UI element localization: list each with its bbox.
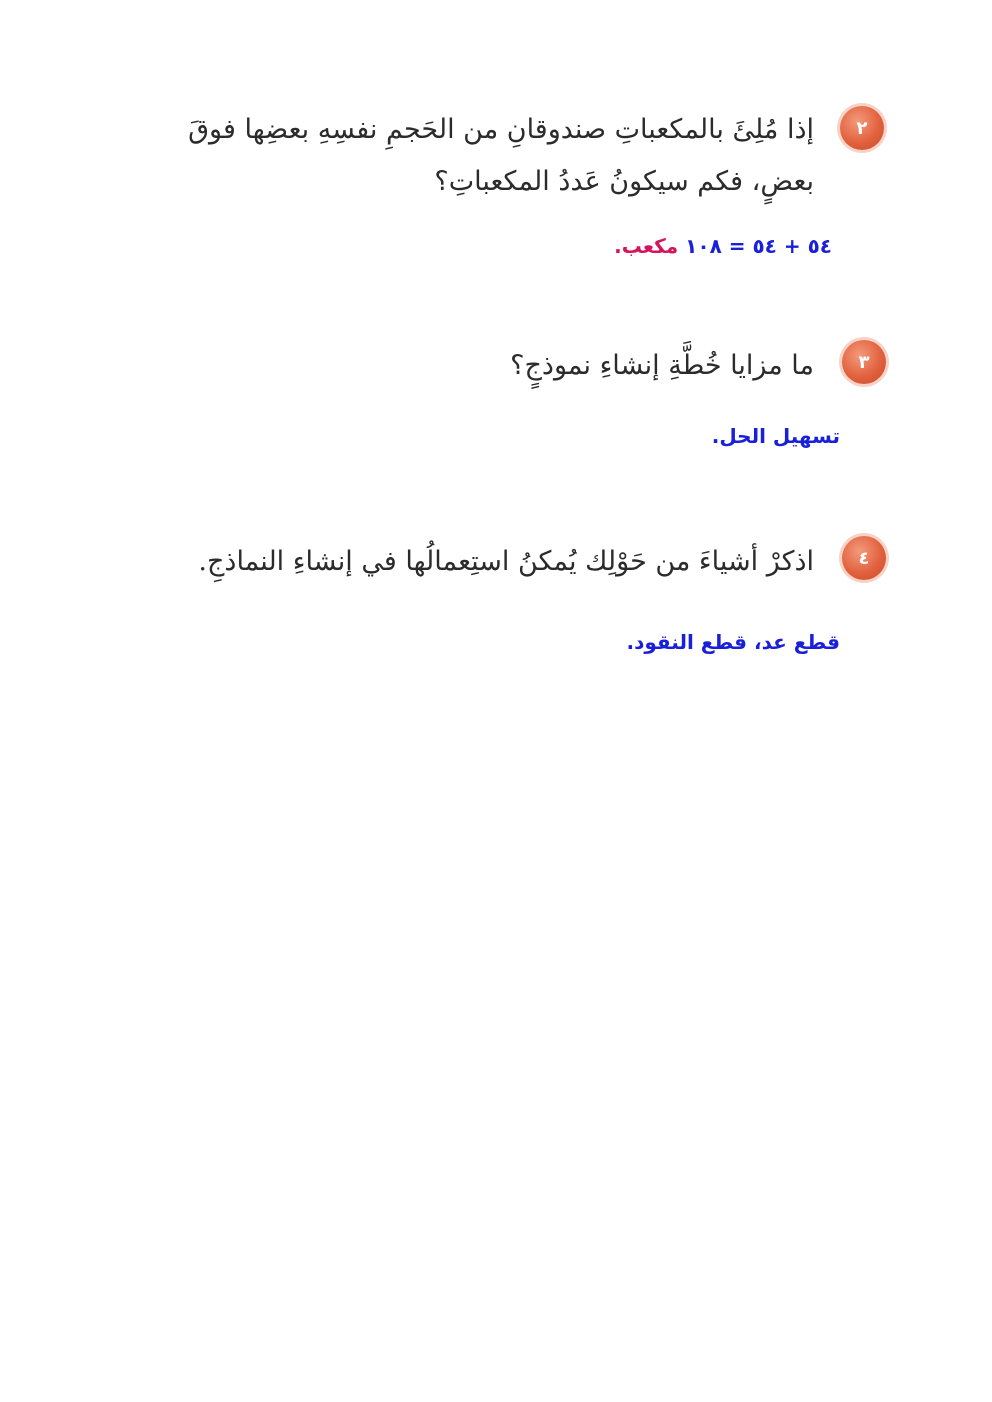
answer-text: قطع عد، قطع النقود. xyxy=(626,630,840,654)
question-number: ٤ xyxy=(858,547,870,569)
question-number-badge xyxy=(842,536,886,580)
question-number: ٣ xyxy=(858,351,870,373)
answer-equation-unit: مكعب. xyxy=(614,234,679,258)
question-text: ما مزايا خُطَّةِ إنشاءِ نموذجٍ؟ xyxy=(510,350,814,381)
answer-equation-values: ٥٤ + ٥٤ = ١٠٨ xyxy=(685,234,832,258)
question-text: إذا مُلِئَ بالمكعباتِ صندوقانِ من الحَجمِ نفسِهِ بعضِها فوقَ بعضٍ، فكم سيكونُ عَددُ المكعباتِ؟ xyxy=(188,114,814,197)
question-number-badge xyxy=(842,340,886,384)
question-number-badge xyxy=(840,106,884,150)
question-text: اذكرْ أشياءَ من حَوْلِك يُمكنُ استِعمالُها في إنشاءِ النماذجِ. xyxy=(198,546,814,577)
answer-equation xyxy=(432,232,832,260)
answer-text: تسهيل الحل. xyxy=(711,424,840,448)
question-number: ٢ xyxy=(856,117,868,139)
